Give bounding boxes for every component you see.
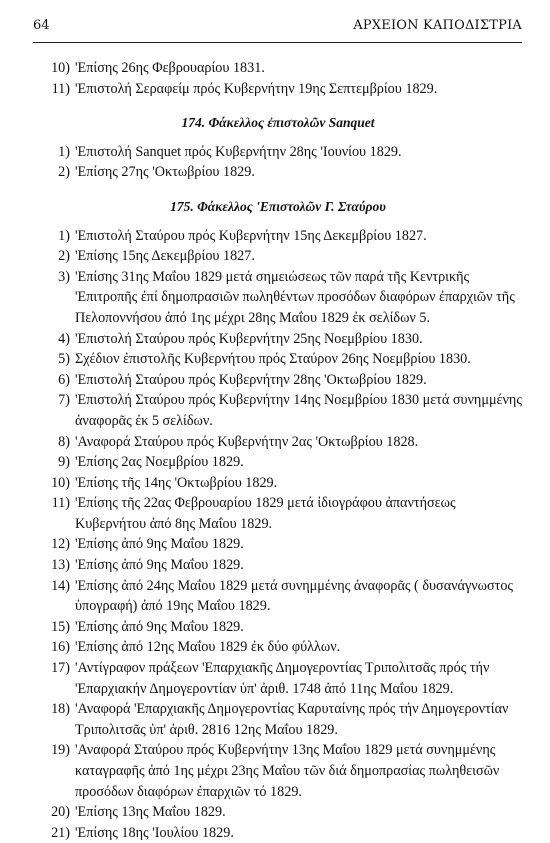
list-item: 5) Σχέδιον ἐπιστολῆς Κυβερνήτου πρός Σταύρον 26ης Νοεμβρίου 1830. (58, 351, 471, 368)
list-item: 7) 'Επιστολή Σταύρου πρός Κυβερνήτην 14ης Νοεμβρίου 1830 μετά συνημμένης ἀναφορᾶς ἐκ 5 σελίδων. (58, 392, 522, 429)
list-item: 1) 'Επιστολή Σταύρου πρός Κυβερνήτην 15ης Δεκεμβρίου 1827. (58, 227, 427, 244)
header-rule (33, 42, 522, 43)
section-heading-175: 175. Φάκελλος 'Επιστολῶν Γ. Σταύρου (170, 198, 386, 214)
running-header (33, 18, 522, 36)
section-heading-174: 174. Φάκελλος ἐπιστολῶν Sanquet (181, 115, 375, 131)
list-item: 17) 'Αντίγραφον πράξεων 'Επαρχιακῆς Δημογεροντίας Τριπολιτσᾶς πρός τήν 'Επαρχιακήν Δημογεροντίαν ὑπ' ἀριθ. 1748 ἀπό 11ης Μαΐου 1829. (51, 660, 490, 697)
list-item: 3) 'Επίσης 31ης Μαΐου 1829 μετά σημειώσεως τῶν παρά τῆς Κεντρικῆς 'Επιτροπῆς ἐπί δημοπρασιῶν πωληθέντων προσόδων διαφόρων ἐπαρχιῶν τῆς Πελοποννήσου ἀπό 1ης μέχρι 28ης Μαΐου 1829 ἐκ σελίδων 5. (58, 268, 515, 326)
page-body (33, 58, 523, 843)
list-item: 18) 'Αναφορά 'Επαρχιακῆς Δημογεροντίας Καρυταίνης πρός τήν Δημογεροντίαν Τριπολιτσᾶς ὑπ' ἀριθ. 2816 12ης Μαΐου 1829. (51, 701, 509, 738)
list-item: 20) 'Επίσης 13ης Μαΐου 1829. (51, 804, 226, 821)
list-item: 4) 'Επιστολή Σταύρου πρός Κυβερνήτην 25ης Νοεμβρίου 1830. (58, 330, 423, 347)
list-item: 19) 'Αναφορά Σταύρου πρός Κυβερνήτην 13ης Μαΐου 1829 μετά συνημμένης καταγραφῆς ἀπό 1ης μέχρι 23ης Μαΐου τῶν διά δημοπρασίας πωληθεισῶν προσόδων διαφόρων ἐπαρχιῶν τό 1829. (51, 742, 500, 800)
list-item: 10) 'Επίσης τῆς 14ης 'Οκτωβρίου 1829. (51, 474, 278, 491)
list-item: 11) 'Επίσης τῆς 22ας Φεβρουαρίου 1829 μετά ἰδιογράφου ἀπαντήσεως Κυβερνήτου ἀπό 8ης Μαΐου 1829. (51, 495, 456, 532)
list-item: 8) 'Αναφορά Σταύρου πρός Κυβερνήτην 2ας 'Οκτωβρίου 1828. (58, 433, 419, 450)
list-item: 13) 'Επίσης ἀπό 9ης Μαΐου 1829. (51, 557, 244, 574)
list-item: 15) 'Επίσης ἀπό 9ης Μαΐου 1829. (51, 618, 244, 635)
list-item: 1) 'Επιστολή Sanquet πρός Κυβερνήτην 28ης 'Ιουνίου 1829. (58, 143, 402, 160)
list-item: 12) 'Επίσης ἀπό 9ης Μαΐου 1829. (51, 536, 244, 553)
list-item: 16) 'Επίσης ἀπό 12ης Μαΐου 1829 ἐκ δύο φύλλων. (51, 639, 341, 656)
continued-list (33, 58, 523, 99)
list-item: 9) 'Επίσης 2ας Νοεμβρίου 1829. (58, 454, 244, 471)
section-174-list (33, 142, 523, 183)
list-item: 10) 'Επίσης 26ης Φεβρουαρίου 1831. (51, 60, 265, 76)
list-item: 6) 'Επιστολή Σταύρου πρός Κυβερνήτην 28ης 'Οκτωβρίου 1829. (58, 371, 427, 388)
list-item: 14) 'Επίσης ἀπό 24ης Μαΐου 1829 μετά συνημμένης ἀναφορᾶς ( δυσανάγνωστος ὑπογραφή) ἀπό 19ης Μαΐου 1829. (51, 577, 514, 615)
list-item: 11) 'Επιστολή Σεραφείμ πρός Κυβερνήτην 19ης Σεπτεμβρίου 1829. (51, 80, 438, 97)
list-item: 2) 'Επίσης 15ης Δεκεμβρίου 1827. (58, 248, 255, 265)
section-175-list (33, 226, 523, 843)
running-title: ΑΡΧΕΙΟΝ ΚΑΠΟΔΙΣΤΡΙΑ (353, 18, 522, 33)
list-item: 21) 'Επίσης 18ης 'Ιουλίου 1829. (51, 824, 234, 841)
list-item: 2) 'Επίσης 27ης 'Οκτωβρίου 1829. (58, 164, 255, 181)
page-number: 64 (33, 18, 50, 33)
